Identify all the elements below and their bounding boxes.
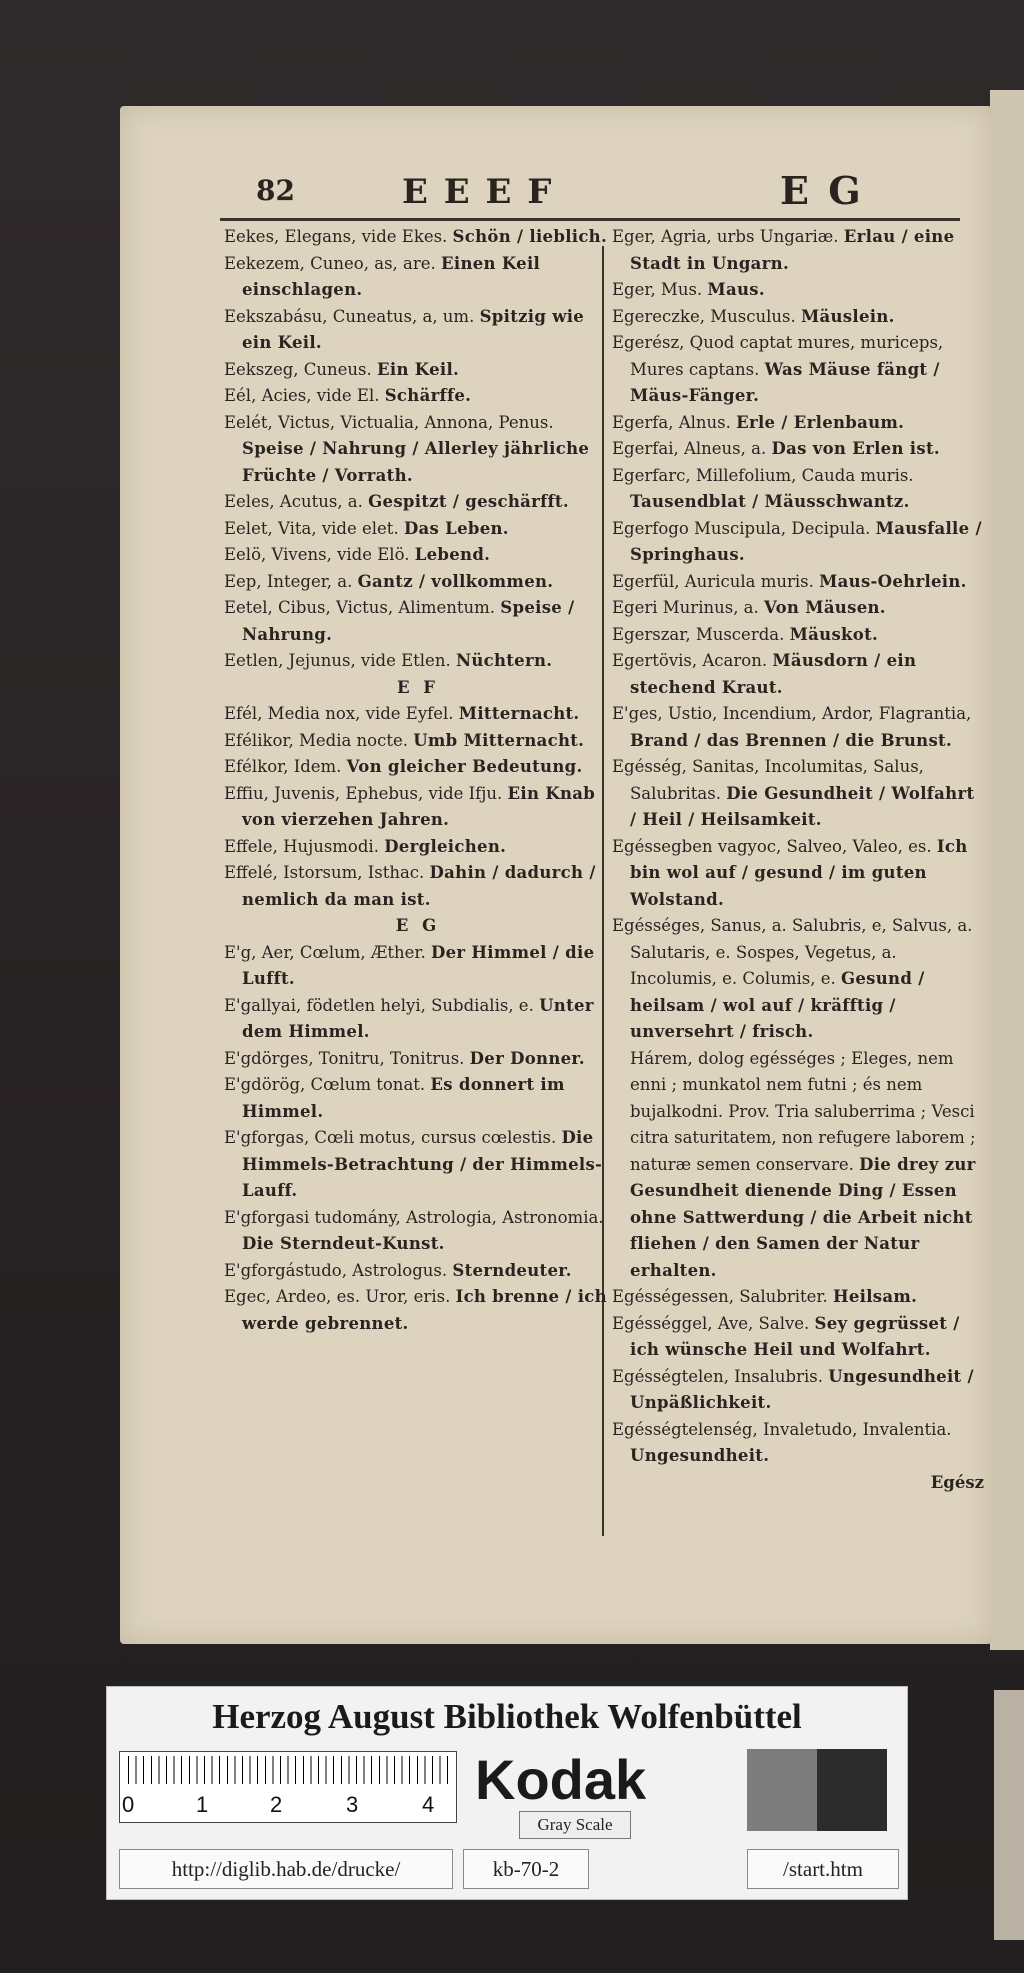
dictionary-entry — [612, 913, 984, 1046]
dictionary-entry — [224, 834, 612, 861]
dictionary-entry — [612, 224, 984, 277]
entry-german-text: Speise / Nahrung. — [242, 598, 575, 644]
dictionary-entry — [612, 1417, 984, 1470]
entry-german-text: Die Himmels-Betrachtung / der Himmels-Lauff. — [242, 1128, 603, 1200]
entry-german-text: Mäuslein. — [800, 306, 895, 326]
entry-german-text: Mäusdorn / ein stechend Kraut. — [630, 651, 917, 697]
adjacent-page-edge-lower — [994, 1690, 1024, 1940]
entry-latin-text: Egéssegben vagyoc, Salveo, Valeo, es. — [612, 836, 937, 856]
entry-latin-text: Eekes, Elegans, vide Ekes. — [224, 227, 453, 246]
entry-latin-text: Eeles, Acutus, a. — [224, 492, 369, 511]
dictionary-entry — [612, 1046, 984, 1285]
entry-latin-text: Egerfai, Alneus, a. — [612, 439, 772, 458]
dictionary-entry — [612, 410, 984, 437]
entry-german-text: Lebend. — [414, 545, 491, 564]
dictionary-entry — [612, 516, 984, 569]
entry-german-text: Speise / Nahrung / Allerley jährliche Früchte / Vorrath. — [242, 439, 590, 485]
entry-german-text: Dergleichen. — [384, 836, 507, 856]
entry-latin-text: E'gdörög, Cœlum tonat. — [224, 1075, 431, 1094]
dictionary-entry — [224, 648, 612, 675]
entry-latin-text: Eekszeg, Cuneus. — [224, 359, 378, 379]
dictionary-entry — [224, 728, 612, 755]
dictionary-entry — [224, 860, 612, 913]
entry-german-text: Der Himmel / die Lufft. — [242, 942, 595, 988]
entry-german-text: Umb Mitternacht. — [413, 730, 585, 750]
section-letter-heading: E G — [395, 916, 441, 935]
adjacent-page-edge — [990, 90, 1024, 1650]
entry-german-text: Gesund / heilsam / wol auf / kräfftig / unversehrt / frisch. — [630, 969, 925, 1041]
library-name: Herzog August Bibliothek Wolfenbüttel — [212, 1697, 802, 1736]
kodak-logo: Kodak — [475, 1748, 647, 1811]
dictionary-entry — [224, 1125, 612, 1205]
entry-latin-text: E'ges, Ustio, Incendium, Ardor, Flagrantia, — [612, 704, 972, 723]
dictionary-entry — [612, 330, 984, 410]
entry-latin-text: Egerfogo Muscipula, Decipula. — [612, 518, 876, 538]
dictionary-entry — [224, 542, 612, 569]
entry-german-text: Schärffe. — [384, 386, 472, 405]
entry-latin-text: Egeri Murinus, a. — [612, 598, 765, 617]
entry-latin-text: E'gforgas, Cœli motus, cursus cœlestis. — [224, 1128, 562, 1147]
entry-latin-text: Eél, Acies, vide El. — [224, 386, 385, 405]
dictionary-entry — [612, 1311, 984, 1364]
dictionary-entry — [612, 436, 984, 463]
dictionary-entry — [224, 754, 612, 781]
dictionary-entry — [612, 1364, 984, 1417]
entry-latin-text: Eep, Integer, a. — [224, 571, 358, 591]
entry-latin-text: Egerfül, Auricula muris. — [612, 571, 820, 591]
gray-swatch-mid — [747, 1749, 817, 1831]
entry-german-text: Gespitzt / geschärfft. — [368, 492, 569, 511]
entry-latin-text: Eger, Agria, urbs Ungariæ. — [612, 227, 844, 246]
entry-latin-text: Effiu, Juvenis, Ephebus, vide Ifju. — [224, 783, 508, 803]
entry-german-text: Die Gesundheit / Wolfahrt / Heil / Heilsamkeit. — [630, 783, 975, 829]
entry-latin-text: Egerfa, Alnus. — [612, 412, 737, 432]
entry-german-text: Maus. — [707, 280, 765, 299]
entry-german-text: Der Donner. — [469, 1048, 585, 1068]
dictionary-entry — [612, 463, 984, 516]
entry-german-text: Einen Keil einschlagen. — [242, 253, 541, 299]
entry-latin-text: E'gdörges, Tonitru, Tonitrus. — [224, 1048, 470, 1068]
dictionary-entry — [612, 1284, 984, 1311]
entry-german-text: Die drey zur Gesundheit dienende Ding / Essen ohne Sattwerdung / die Arbeit nicht fliehen / den Samen der Natur erhalten. — [630, 1154, 976, 1280]
dictionary-entry — [224, 1258, 612, 1285]
running-header-right: E G — [780, 168, 864, 213]
dictionary-entry — [612, 701, 984, 754]
entry-german-text: Heilsam. — [832, 1287, 918, 1306]
entry-german-text: Brand / das Brennen / die Brunst. — [630, 730, 953, 750]
dictionary-entry — [612, 569, 984, 596]
dictionary-entry — [224, 304, 612, 357]
entry-latin-text: Effele, Hujusmodi. — [224, 836, 385, 856]
dictionary-entry — [612, 834, 984, 914]
section-letter-heading: E F — [396, 677, 440, 697]
dictionary-entry — [224, 1284, 612, 1337]
header-rule — [220, 218, 960, 221]
entry-german-text: Erle / Erlenbaum. — [736, 412, 905, 432]
dictionary-entry — [612, 622, 984, 649]
entry-german-text: Mitternacht. — [458, 704, 580, 723]
catchword: Egész — [930, 1472, 984, 1492]
dictionary-entry — [612, 595, 984, 622]
entry-latin-text: Effelé, Istorsum, Isthac. — [224, 863, 430, 882]
entry-german-text: Sey gegrüsset / ich wünsche Heil und Wolfahrt. — [630, 1313, 960, 1359]
gray-swatch-dark — [817, 1749, 887, 1831]
url-part: http://diglib.hab.de/drucke/ — [119, 1849, 453, 1889]
dictionary-entry — [224, 701, 612, 728]
entry-latin-text: Eger, Mus. — [612, 280, 708, 299]
dictionary-entry — [224, 410, 612, 490]
entry-german-text: Maus-Oehrlein. — [819, 571, 967, 591]
entry-german-text: Von Mäusen. — [764, 598, 886, 617]
dictionary-entry — [224, 595, 612, 648]
entry-german-text: Das von Erlen ist. — [771, 439, 940, 458]
dictionary-entry — [224, 383, 612, 410]
entry-latin-text: Egésséggel, Ave, Salve. — [612, 1313, 815, 1333]
dictionary-entry — [224, 993, 612, 1046]
gray-scale-label: Gray Scale — [519, 1811, 631, 1839]
dictionary-entry — [612, 277, 984, 304]
entry-latin-text: Egésségtelen, Insalubris. — [612, 1366, 829, 1386]
ruler-label: 0 — [122, 1792, 135, 1817]
entry-german-text: Die Sterndeut-Kunst. — [242, 1234, 445, 1253]
entry-latin-text: Egésséges, Sanus, a. Salubris, e, Salvus, a. Salutaris, e. Sospes, Vegetus, a. Incolumis, e. Columis, e. — [612, 916, 973, 988]
entry-latin-text: Egésség, Sanitas, Incolumitas, Salus, Salubritas. — [612, 757, 924, 803]
entry-latin-text: Efélikor, Media nocte. — [224, 730, 414, 750]
url-part: /start.htm — [747, 1849, 899, 1889]
entry-latin-text: Egec, Ardeo, es. Uror, eris. — [224, 1287, 456, 1306]
color-target-card — [106, 1686, 908, 1900]
dictionary-entry — [224, 1205, 612, 1258]
entry-german-text: Was Mäuse fängt / Mäus-Fänger. — [630, 359, 940, 405]
entry-latin-text: Efélkor, Idem. — [224, 757, 347, 776]
page-number: 82 — [256, 174, 295, 207]
entry-latin-text: E'gforgástudo, Astrologus. — [224, 1260, 453, 1280]
ruler-label: 4 — [422, 1792, 435, 1817]
entry-german-text: Schön / lieblich. — [452, 227, 608, 246]
ruler-label: 2 — [270, 1792, 283, 1817]
dictionary-entry — [224, 251, 612, 304]
entry-german-text: Nüchtern. — [455, 651, 553, 670]
entry-latin-text: E'gforgasi tudomány, Astrologia, Astronomia. — [224, 1207, 604, 1227]
dictionary-entry — [224, 357, 612, 384]
url-part: kb-70-2 — [463, 1849, 589, 1889]
entry-german-text: Spitzig wie ein Keil. — [242, 306, 585, 352]
entry-latin-text: Efél, Media nox, vide Eyfel. — [224, 704, 459, 723]
entry-german-text: Gantz / vollkommen. — [357, 571, 554, 591]
entry-latin-text: Egésségessen, Salubriter. — [612, 1287, 833, 1306]
entry-latin-text: Egerfarc, Millefolium, Cauda muris. — [612, 465, 914, 485]
ruler-label: 1 — [196, 1792, 209, 1817]
dictionary-entry — [224, 489, 612, 516]
right-column — [612, 224, 984, 1496]
dictionary-entry — [612, 648, 984, 701]
entry-latin-text: Eekszabásu, Cuneatus, a, um. — [224, 306, 480, 326]
entry-latin-text: Eelét, Victus, Victualia, Annona, Penus. — [224, 412, 554, 432]
dictionary-entry — [612, 304, 984, 331]
dictionary-entry — [224, 224, 612, 251]
dictionary-entry — [224, 781, 612, 834]
entry-latin-text: Egereczke, Musculus. — [612, 306, 801, 326]
entry-german-text: Mäuskot. — [789, 624, 879, 644]
entry-german-text: Ein Knab von vierzehen Jahren. — [242, 783, 596, 829]
running-header-left: E E E F — [402, 172, 554, 212]
entry-german-text: Dahin / dadurch / nemlich da man ist. — [242, 863, 596, 909]
entry-latin-text: Eetel, Cibus, Victus, Alimentum. — [224, 598, 501, 617]
entry-german-text: Erlau / eine Stadt in Ungarn. — [630, 227, 955, 273]
entry-german-text: Ungesundheit. — [630, 1446, 770, 1465]
dictionary-entry — [224, 940, 612, 993]
entry-latin-text: E'g, Aer, Cœlum, Æther. — [224, 942, 431, 962]
entry-german-text: Mausfalle / Springhaus. — [630, 518, 982, 564]
entry-latin-text: Eetlen, Jejunus, vide Etlen. — [224, 651, 456, 670]
dictionary-entry — [224, 1072, 612, 1125]
entry-german-text: Ich bin wol auf / gesund / im guten Wolstand. — [630, 836, 968, 909]
entry-latin-text: Eelö, Vivens, vide Elö. — [224, 545, 415, 564]
entry-german-text: Tausendblat / Mäusschwantz. — [630, 492, 910, 511]
entry-german-text: Sterndeuter. — [452, 1260, 572, 1280]
entry-latin-text: E'gallyai, födetlen helyi, Subdialis, e. — [224, 995, 540, 1015]
entry-latin-text: Eelet, Vita, vide elet. — [224, 518, 404, 538]
ruler-ticks — [128, 1756, 448, 1784]
entry-german-text: Von gleicher Bedeutung. — [346, 757, 583, 776]
entry-german-text: Das Leben. — [403, 518, 509, 538]
dictionary-entry — [224, 569, 612, 596]
entry-latin-text: Egerszar, Muscerda. — [612, 624, 790, 644]
entry-latin-text: Egertövis, Acaron. — [612, 651, 773, 670]
dictionary-entry — [224, 1046, 612, 1073]
entry-latin-text: Egésségtelenség, Invaletudo, Invalentia. — [612, 1419, 952, 1439]
entry-latin-text: Egerész, Quod captat mures, muriceps, Mures captans. — [612, 333, 944, 379]
scale-ruler — [119, 1751, 457, 1823]
dictionary-entry — [612, 754, 984, 834]
book-page — [120, 106, 992, 1644]
entry-latin-text: Eekezem, Cuneo, as, are. — [224, 253, 442, 273]
ruler-label: 3 — [346, 1792, 359, 1817]
entry-latin-text: Hárem, dolog egésséges ; Eleges, nem enni ; munkatol nem futni ; és nem bujalkodni. Prov. Tria saluberrima ; Vesci citra saturitatem, non refugere laborem ; naturæ semen conservare. — [630, 1048, 976, 1174]
entry-german-text: Es donnert im Himmel. — [242, 1075, 565, 1121]
dictionary-entry — [224, 516, 612, 543]
entry-german-text: Unter dem Himmel. — [242, 995, 594, 1041]
gray-swatch-light — [677, 1749, 747, 1831]
entry-german-text: Ich brenne / ich werde gebrennet. — [242, 1287, 607, 1333]
entry-german-text: Ein Keil. — [377, 359, 460, 379]
entry-german-text: Ungesundheit / Unpäßlichkeit. — [630, 1366, 974, 1412]
left-column — [224, 224, 612, 1337]
